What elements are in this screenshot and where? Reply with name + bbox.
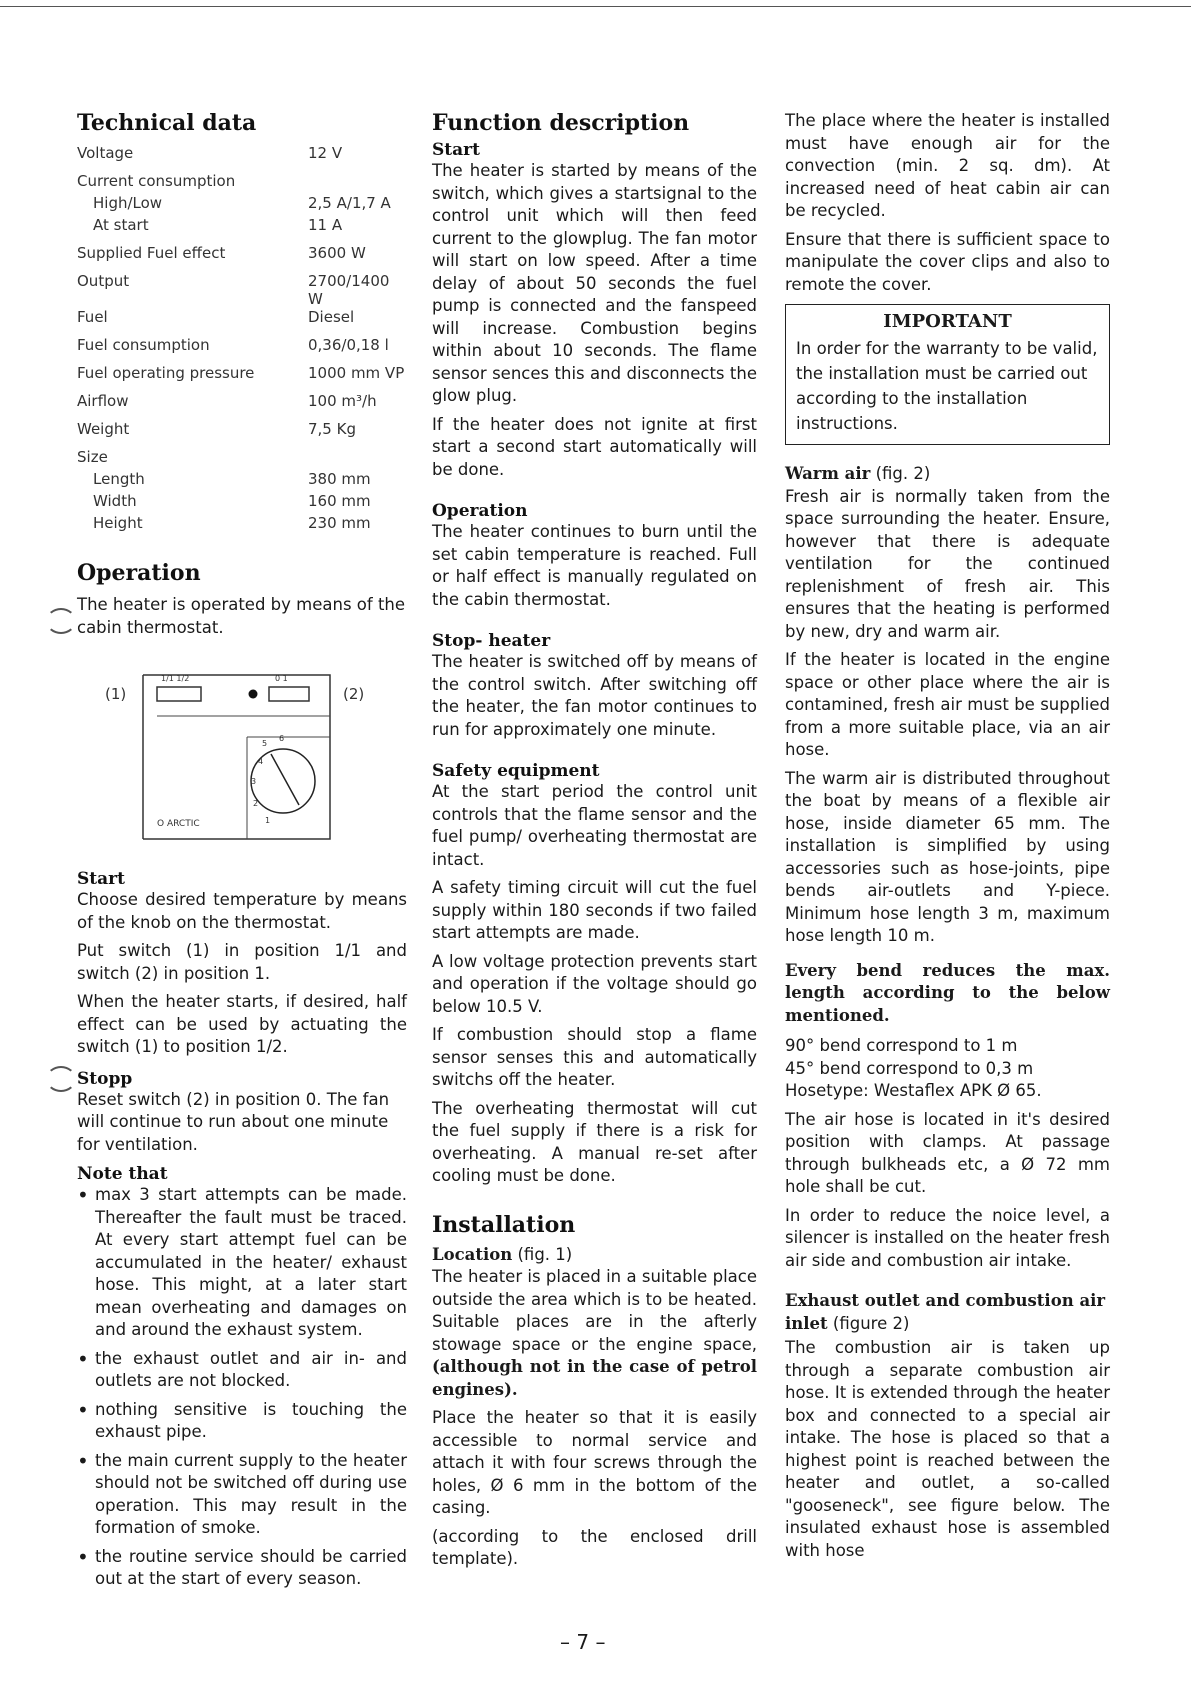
safety-equipment-heading: Safety equipment: [432, 761, 600, 781]
indicator-lamp: [249, 690, 258, 699]
spec-value: 100 m³/h: [308, 392, 377, 410]
spec-value: 3600 W: [308, 244, 366, 262]
spec-label: Weight: [77, 420, 130, 438]
spec-label: Width: [93, 492, 137, 510]
table-row: [77, 272, 407, 308]
spec-label: At start: [93, 216, 149, 234]
list-item: • max 3 start attempts can be made. Thereafter the fault must be traced. At every start attempt fuel can be accumulated in the heater/ exhaust hose. This might, at a later start mean overheating and damages on and around the exhaust system.: [77, 1184, 407, 1342]
brand-logo: O ARCTIC: [157, 819, 200, 829]
start-paragraph: When the heater starts, if desired, half effect can be used by actuating the switch (1) to position 1/2.: [77, 992, 407, 1056]
spec-label: Length: [93, 470, 145, 488]
notes-list: [77, 1184, 407, 1591]
table-row: [77, 244, 407, 272]
column-right: [785, 110, 1110, 1568]
column-middle: [432, 110, 757, 1577]
table-row: [77, 172, 407, 194]
svg-text:6: 6: [279, 734, 285, 743]
table-row: [77, 420, 407, 448]
spec-label: Fuel: [77, 308, 108, 326]
spec-value: 0,36/0,18 l: [308, 336, 389, 354]
hosetype: Hosetype: Westaflex APK Ø 65.: [785, 1081, 1042, 1100]
technical-data-table: [77, 144, 407, 536]
list-item: • nothing sensitive is touching the exhaust pipe.: [77, 1399, 407, 1444]
location-heading-line: [432, 1244, 757, 1267]
table-row: [77, 448, 407, 470]
table-row: [77, 492, 407, 514]
important-title: IMPORTANT: [883, 311, 1012, 332]
location-paragraph: (according to the enclosed drill template).: [432, 1526, 757, 1568]
bend-45: 45° bend correspond to 0,3 m: [785, 1058, 1034, 1078]
operation-heading: Operation: [77, 560, 201, 586]
table-row: [77, 470, 407, 492]
svg-text:1: 1: [265, 816, 271, 825]
spec-value: 380 mm: [308, 470, 371, 488]
start-paragraph: The heater is started by means of the switch, which gives a startsignal to the control unit which will then feed current to the glowplug. The fan motor will start on low speed. After a time delay of about 50 seconds the fuel pump is connected and the fanspeed will increase. Combustion begins within about 10 seconds. The flame sensor sences this and disconnects the glow plug.: [432, 161, 757, 405]
top-edge-line: [0, 6, 1191, 7]
warm-air-heading: Warm air: [785, 464, 871, 483]
table-row: [77, 392, 407, 420]
hose-paragraph: The air hose is located in it's desired position with clamps. At passage through bulkheads etc, a Ø 72 mm hole shall be cut.: [785, 1109, 1110, 1196]
start-paragraph: Put switch (1) in position 1/1 and switch (2) in position 1.: [77, 941, 407, 983]
switch-2-marks: 0 1: [275, 674, 288, 683]
location-paragraph: [432, 1266, 757, 1401]
spec-value: 230 mm: [308, 514, 371, 532]
installation-heading: Installation: [432, 1211, 576, 1238]
knob-pointer: [271, 754, 299, 805]
svg-text:4: 4: [258, 757, 264, 766]
technical-data-heading: Technical data: [77, 110, 257, 136]
table-row: [77, 216, 407, 244]
table-row: [77, 514, 407, 536]
list-item: • the routine service should be carried out at the start of every season.: [77, 1546, 407, 1591]
punch-hole-mark: [46, 1066, 76, 1092]
exhaust-heading: Exhaust outlet and combustion air inlet: [785, 1291, 1106, 1333]
placement-paragraph: The place where the heater is installed must have enough air for the convection (min. 2 sq. dm). At increased need of heat cabin air can be recycled.: [785, 111, 1110, 220]
spec-value: 7,5 Kg: [308, 420, 356, 438]
stopp-paragraph: Reset switch (2) in position 0. The fan will continue to run about one minute for ventilation.: [77, 1089, 390, 1154]
operation-heading: Operation: [432, 501, 528, 521]
warm-air-paragraph: If the heater is located in the engine space or other place where the air is contamined, fresh air must be supplied from a more suitable place, via an air hose.: [785, 650, 1110, 759]
warm-air-ref: (fig. 2): [870, 464, 931, 483]
spec-label: Voltage: [77, 144, 134, 162]
spec-value: 1000 mm VP: [308, 364, 405, 382]
switch-2-label: (2): [343, 685, 365, 703]
table-row: [77, 194, 407, 216]
start-heading: Start: [432, 140, 480, 160]
warm-air-paragraph: The warm air is distributed throughout the boat by means of a flexible air hose, inside diameter 65 mm. The installation is simplified by using accessories such as hose-joints, pipe bends air-outlets and Y-piece. Minimum hose length 3 m, maximum hose length 10 m.: [785, 768, 1110, 945]
location-heading: Location: [432, 1244, 513, 1264]
list-item: • the exhaust outlet and air in- and outlets are not blocked.: [77, 1348, 407, 1393]
safety-paragraph: The overheating thermostat will cut the fuel supply if there is a risk for overheating. A manual re-set after cooling must be done.: [432, 1098, 757, 1185]
switch-1-marks: 1/1 1/2: [161, 674, 190, 683]
exhaust-heading-line: [785, 1290, 1110, 1335]
spec-label: Current consumption: [77, 172, 236, 190]
switch-1: [157, 687, 201, 701]
important-box: [785, 304, 1110, 445]
safety-paragraph: A low voltage protection prevents start and operation if the voltage should go below 10.5 V.: [432, 951, 757, 1016]
exhaust-paragraph: The combustion air is taken up through a separate combustion air hose. It is extended through the heater box and connected to a special air intake. The hose is placed so that a highest point is reached between the heater and outlet, a so-called "gooseneck", see figure below. The insulated exhaust hose is assembled with hose: [785, 1338, 1110, 1560]
switch-2: [269, 687, 309, 701]
operation-text: The heater is operated by means of the cabin thermostat.: [77, 595, 406, 637]
spec-label: Fuel consumption: [77, 336, 210, 354]
spec-label: Fuel operating pressure: [77, 364, 255, 382]
start-paragraph: If the heater does not ignite at first start a second start automatically will be done.: [432, 414, 757, 479]
thermostat-diagram: [77, 661, 407, 861]
svg-text:5: 5: [262, 739, 268, 748]
operation-paragraph: The heater continues to burn until the set cabin temperature is reached. Full or half effect is manually regulated on the cabin thermostat.: [432, 522, 757, 609]
function-description-heading: Function description: [432, 110, 690, 136]
svg-text:3: 3: [251, 777, 257, 786]
column-left: [77, 110, 407, 1597]
table-row: [77, 336, 407, 364]
hose-paragraph: In order to reduce the noice level, a silencer is installed on the heater fresh air side and combustion air intake.: [785, 1205, 1110, 1270]
stop-paragraph: The heater is switched off by means of the control switch. After switching off the heater, the fan motor continues to run for approximately one minute.: [432, 652, 757, 739]
safety-paragraph: A safety timing circuit will cut the fuel supply within 180 seconds if two failed start attempts are made.: [432, 878, 757, 942]
spec-value: 2,5 A/1,7 A: [308, 194, 391, 212]
spec-label: Size: [77, 448, 108, 466]
start-heading: Start: [77, 869, 125, 889]
location-ref: (fig. 1): [512, 1244, 573, 1264]
note-heading: Note that: [77, 1164, 168, 1184]
safety-paragraph: If combustion should stop a flame sensor senses this and automatically switchs off the heater.: [432, 1025, 757, 1089]
table-row: [77, 308, 407, 336]
spec-value: 2700/1400 W: [308, 272, 390, 308]
table-row: [77, 144, 407, 172]
spec-value: 11 A: [308, 216, 343, 234]
spec-label: Airflow: [77, 392, 129, 410]
location-text: The heater is placed in a suitable place outside the area which is to be heated. Suitable places are in the afterly stowage space or the engine space,: [432, 1267, 757, 1354]
table-row: [77, 364, 407, 392]
warm-air-heading-line: [785, 463, 1110, 486]
important-text: In order for the warranty to be valid, the installation must be carried out according to the installation instructions.: [796, 339, 1098, 433]
spec-label: Output: [77, 272, 130, 290]
safety-paragraph: At the start period the control unit controls that the flame sensor and the fuel pump/ overheating thermostat are intact.: [432, 782, 757, 869]
bend-notice: Every bend reduces the max. length according to the below mentioned.: [785, 960, 1110, 1025]
spec-label: Height: [93, 514, 143, 532]
start-paragraph: Choose desired temperature by means of the knob on the thermostat.: [77, 890, 407, 932]
stopp-heading: Stopp: [77, 1068, 133, 1089]
spec-value: Diesel: [308, 308, 355, 326]
location-paragraph: Place the heater so that it is easily accessible to normal service and attach it with four screws through the holes, Ø 6 mm in the bottom of the casing.: [432, 1408, 757, 1517]
placement-paragraph: Ensure that there is sufficient space to manipulate the cover clips and also to remote the cover.: [785, 229, 1110, 294]
warm-air-paragraph: Fresh air is normally taken from the space surrounding the heater. Ensure, however that there is adequate ventilation for the continued replenishment of fresh air. This ensures that the heating is performed by new, dry and warm air.: [785, 486, 1110, 641]
svg-text:2: 2: [253, 799, 259, 808]
list-item: • the main current supply to the heater should not be switched off during use operation. This may result in the formation of smoke.: [77, 1450, 407, 1540]
switch-1-label: (1): [105, 685, 127, 703]
spec-value: 12 V: [308, 144, 343, 162]
bend-90: 90° bend correspond to 1 m: [785, 1036, 1018, 1055]
stop-heater-heading: Stop- heater: [432, 631, 551, 651]
spec-label: Supplied Fuel effect: [77, 244, 226, 262]
spec-label: High/Low: [93, 194, 163, 212]
location-warning: (although not in the case of petrol engines).: [432, 1357, 757, 1399]
punch-hole-mark: [46, 608, 76, 634]
spec-value: 160 mm: [308, 492, 371, 510]
exhaust-ref: (figure 2): [827, 1313, 910, 1333]
page-number: – 7 –: [560, 1630, 606, 1654]
